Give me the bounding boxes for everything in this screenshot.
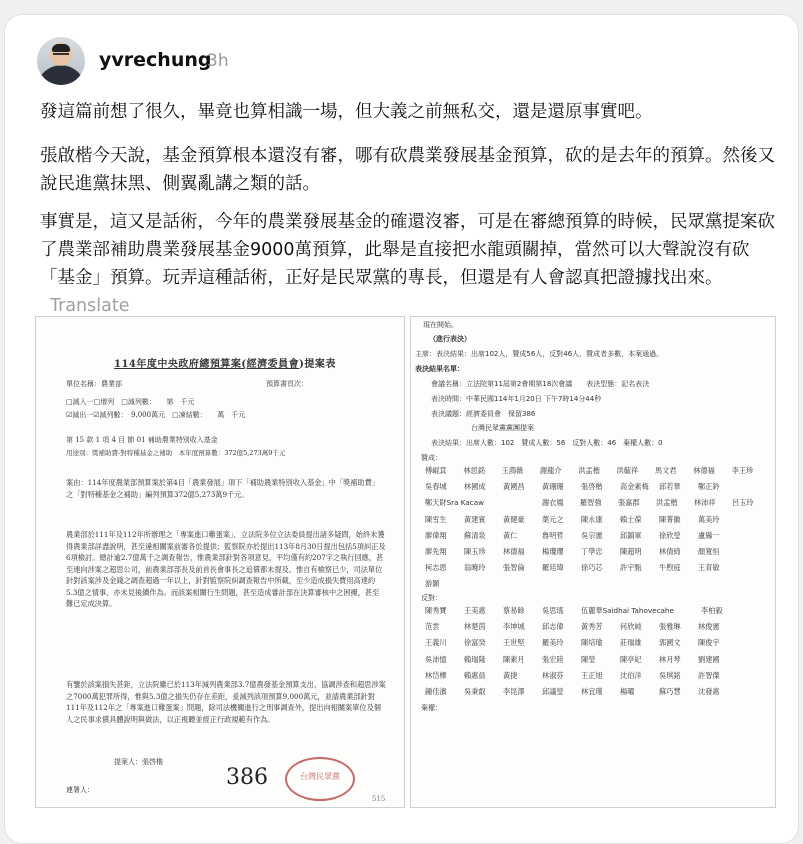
legislator-name: 張宏陸 <box>542 654 564 664</box>
record-line-0: 現在開始。 <box>423 321 458 329</box>
attachment-image-proposal[interactable] <box>35 316 405 808</box>
post-paragraph-1: 發這篇前想了很久，畢竟也算相識一場，但大義之前無私交，還是還原事實吧。 <box>40 102 653 122</box>
legislator-name: 翁曉玲 <box>464 563 486 573</box>
legislator-name: 黃捷 <box>503 670 518 680</box>
proposer-label: 提案人：張啓楷 <box>114 758 163 766</box>
legislator-name: 林楚茵 <box>464 622 486 632</box>
name-row <box>425 495 770 511</box>
record-line-2: 主席：表決結果：出席102人，贊成56人，反對46人，贊成者多數，本案通過。 <box>415 350 664 358</box>
legislator-name: 陳雪生 <box>425 514 447 524</box>
legislator-name: 沈伯洋 <box>620 670 642 680</box>
legislator-name: 徐巧芯 <box>581 563 603 573</box>
legislator-name: 張啓楷 <box>581 482 603 492</box>
oppose-names <box>425 603 770 700</box>
legislator-name: 羅智強 <box>579 498 602 508</box>
legislator-name: 徐富癸 <box>464 638 486 648</box>
legislator-name: 陳菁徽 <box>659 514 681 524</box>
legislator-name: 吳秉叡 <box>464 687 486 697</box>
legislator-name: 許宇甄 <box>620 563 642 573</box>
legislator-name: 林思銘 <box>463 466 485 476</box>
name-row <box>425 560 770 576</box>
legislator-name: 顏寬恒 <box>698 547 720 557</box>
proposal-title-suffix: )提案表 <box>299 359 336 370</box>
legislator-name: 莊瑞雄 <box>620 638 642 648</box>
legislator-name: 林倩綺 <box>659 547 681 557</box>
record-line-3: 表決結果名單： <box>415 365 464 373</box>
legislator-name: 游顥 <box>425 579 440 589</box>
unit-label: 單位名稱：農業部 <box>66 380 122 388</box>
legislator-name: 洪孟楷 <box>656 498 678 508</box>
legislator-name: 張智倫 <box>503 563 525 573</box>
legislator-name: 馬文君 <box>654 466 677 476</box>
cut-line: ☑減出一☑減列數： 9,000萬元 □凍結數： 萬 千元 <box>66 411 246 419</box>
legislator-name: 王鴻薇 <box>501 466 524 476</box>
avatar[interactable] <box>37 37 85 85</box>
name-row <box>425 603 770 619</box>
post-paragraph-3-text: 事實是，這又是話術，今年的農業發展基金的確還沒審，可是在審總預算的時候，民眾黨提案砍了農業部補助農業發展基金9000萬預算，此舉是直接把水龍頭關掉，當然可以大聲說沒有砍「基金」預算。玩弄這種話術，正好是民眾黨的專長，但還是有人會認真把證據找出來。 <box>40 212 775 288</box>
record-line-8: 表決結果：出席人數：102 贊成人數：56 反對人數：46 棄權人數：0 <box>431 439 663 447</box>
legislator-name: 盧縣一 <box>698 530 720 540</box>
legislator-name: 牛煦庭 <box>659 563 681 573</box>
legislator-name: 廖先翔 <box>425 547 447 557</box>
legislator-name: 范雲 <box>425 622 440 632</box>
legislator-name: 許智傑 <box>698 670 720 680</box>
legislator-name: 林德福 <box>693 466 715 476</box>
name-row <box>425 635 770 651</box>
attachment-image-vote-record[interactable] <box>410 316 776 808</box>
legislator-name: 李王珍 <box>731 466 754 476</box>
legislator-name: 吳宗憲 <box>581 530 603 540</box>
legislator-name: 林沛祥 <box>694 498 716 508</box>
legislator-name: 林德福 <box>503 547 525 557</box>
item-line-2: 用途別：獎補助費-對特種基金之補助 本年度預算數：372億5,273萬9千元 <box>66 449 286 457</box>
proposal-body-3: 有鑒於該案損失甚鉅，立法院雖已於113年減列農業部3.7億農發基金預算支出，協調涉查和超思涉案之7000萬犯罪所得，惟與5.3億之損失仍存在差距，爰減列該項預算9,000萬元，並請農業部針對111年及112年之「專案進口雞蛋案」問題，除司法機關進行之刑事調查外，提出向相關案單位及個人之民事求償具體說明與做法，以正視聽並經正行政規範有作為。 <box>66 680 386 724</box>
legislator-name: 高金素梅 <box>620 482 649 492</box>
record-line-4: 會議名稱：立法院第11屆第2會期第18次會議 表決型態：記名表決 <box>431 380 650 388</box>
legislator-name: 鄭天財Sra Kacaw <box>425 498 484 508</box>
handwritten-number: 386 <box>226 765 268 790</box>
legislator-name: 黃仁 <box>503 530 518 540</box>
legislator-name: 柯志恩 <box>425 563 447 573</box>
legislator-name: 徐欣瑩 <box>659 530 681 540</box>
legislator-name: 鍾佳濱 <box>425 687 447 697</box>
record-oppose-label: 反對： <box>421 594 442 602</box>
legislator-name: 王世堅 <box>503 638 525 648</box>
legislator-name: 林淑芬 <box>542 670 564 680</box>
legislator-name: 沈發惠 <box>698 687 720 697</box>
legislator-name: 邱志偉 <box>542 622 564 632</box>
legislator-name: 陳永康 <box>581 514 603 524</box>
record-line-1: （進行表決） <box>429 335 471 343</box>
approve-names <box>425 463 770 593</box>
legislator-name: 吳思瑤 <box>542 606 564 616</box>
name-row <box>425 619 770 635</box>
page-number: 515 <box>372 795 386 803</box>
legislator-name: 鄭正鈐 <box>698 482 720 492</box>
legislator-name: 吳琪銘 <box>659 670 681 680</box>
legislator-name: 楊瓊瓔 <box>542 547 564 557</box>
legislator-name: 謝衣鳳 <box>541 498 564 508</box>
legislator-name: 吳沛憶 <box>425 654 447 664</box>
legislator-name: 劉建國 <box>698 654 720 664</box>
legislator-name: 蘇巧慧 <box>659 687 681 697</box>
legislator-name: 陳素月 <box>503 654 525 664</box>
name-row <box>425 652 770 668</box>
legislator-name: 黃秀芳 <box>581 622 603 632</box>
legislator-name: 伍麗華Saidhai Tahovecahe <box>581 606 674 616</box>
name-row <box>425 512 770 528</box>
legislator-name: 呂玉玲 <box>732 498 754 508</box>
legislator-name: 萬美玲 <box>698 514 720 524</box>
legislator-name: 廖偉翔 <box>425 530 447 540</box>
legislator-name: 黃珊珊 <box>542 482 564 492</box>
legislator-name: 王正旭 <box>581 670 603 680</box>
page-ref-label: 預算書頁次： <box>266 380 308 388</box>
post-paragraph-3 <box>40 208 780 320</box>
legislator-name: 洪毓祥 <box>616 466 639 476</box>
record-line-5: 表決時間：中華民國114年1月20日 下午7時14分44秒 <box>431 395 602 403</box>
legislator-name: 陳俊宇 <box>698 638 720 648</box>
translate-link[interactable]: Translate <box>50 296 130 316</box>
legislator-name: 陳超明 <box>620 547 642 557</box>
legislator-name: 賴惠員 <box>464 670 486 680</box>
legislator-name: 邱鎮軍 <box>620 530 642 540</box>
legislator-name: 丁學忠 <box>581 547 603 557</box>
legislator-name: 林岱樺 <box>425 670 447 680</box>
legislator-name: 李柏毅 <box>701 606 723 616</box>
name-row <box>425 463 770 479</box>
username[interactable]: yvrechung <box>99 49 212 71</box>
legislator-name: 陳秀寶 <box>425 606 447 616</box>
legislator-name: 楊曜 <box>620 687 635 697</box>
name-row <box>425 684 770 700</box>
legislator-name: 傅崐萁 <box>425 466 447 476</box>
legislator-name: 林俊憲 <box>698 622 720 632</box>
name-row <box>425 576 770 592</box>
post-time[interactable]: 3h <box>207 51 229 71</box>
proposal-body-1: 案由：114年度農業部預算案於第4目「農業發展」項下「補助農業特別收入基金」中「獎補助費」之「對特種基金之補助」編列預算372億5,273萬9千元。 <box>66 478 379 499</box>
legislator-name: 陳培瑜 <box>581 638 603 648</box>
legislator-name: 蘇清泉 <box>464 530 486 540</box>
proposal-title-committee: 經濟委員會 <box>246 359 300 370</box>
legislator-name: 黃建賓 <box>464 514 486 524</box>
cosigner-label: 連署人： <box>66 786 94 794</box>
name-row <box>425 668 770 684</box>
legislator-name: 張嘉郡 <box>617 498 640 508</box>
record-approve-label: 贊成： <box>421 454 442 462</box>
legislator-name: 魯明哲 <box>542 530 564 540</box>
record-line-7: 台灣民眾黨黨團提案 <box>471 424 534 432</box>
item-line: 第 15 款 1 項 4 目 節 01 補助農業特別收入基金 <box>66 436 218 444</box>
legislator-name: 賴瑞隆 <box>464 654 486 664</box>
proposal-title <box>114 355 336 370</box>
legislator-name: 邱若華 <box>659 482 681 492</box>
legislator-name: 張雅琳 <box>659 622 681 632</box>
legislator-name: 林宜瑾 <box>581 687 603 697</box>
legislator-name: 黃健豪 <box>503 514 525 524</box>
proposal-body-2: 農業部於111年及112年所辦理之「專案進口雞蛋案」，立法院多位立法委員提出諸多疑問，始終未獲得農業部詳盡說明，甚至違相關案前審各於提供；監察院亦於提出113年8月30日提出包括5項糾正及6項檢討。總計逾2.7億萬千之調查報告，惟農業部針對各項意見，平均僅有約207字之執行回應，甚至連向涉案之超思公司，前農業部部長及前首長會事長之追償都未提及。惟自有檢察已少，司法單位針對該案涉及金錢之調查超過一年以上，針對監察院糾調查報告中所載，至少造成損失費用高達約5.3億之情事，亦未見後續作為。而該案相關行生問題，甚至造成審計部在決算審核中之困擾，甚至難已定成決算。 <box>66 530 386 608</box>
legislator-name: 黃國昌 <box>503 482 525 492</box>
legislator-name: 吳春城 <box>425 482 447 492</box>
legislator-name: 羅美玲 <box>542 638 564 648</box>
legislator-name: 王美惠 <box>464 606 486 616</box>
proposal-title-prefix: 114年度中央政府總預算案( <box>114 359 247 370</box>
legislator-name: 陳瑩 <box>581 654 596 664</box>
party-seal: 台灣民眾黨 <box>285 757 355 801</box>
legislator-name: 葉元之 <box>542 514 564 524</box>
legislator-name: 邱議瑩 <box>542 687 564 697</box>
legislator-name: 李坤城 <box>503 622 525 632</box>
reduce-line: □減入一□增列 □減列數： 第 千元 <box>66 398 195 406</box>
legislator-name: 陳玉珍 <box>464 547 486 557</box>
name-row <box>425 544 770 560</box>
record-line-6: 表決議題：經濟委員會 保留386 <box>431 410 536 418</box>
legislator-name: 林國成 <box>464 482 486 492</box>
legislator-name: 王育敏 <box>698 563 720 573</box>
legislator-name: 賴士葆 <box>620 514 642 524</box>
legislator-name: 李昆澤 <box>503 687 525 697</box>
name-row <box>425 479 770 495</box>
legislator-name: 王義川 <box>425 638 447 648</box>
legislator-name: 蔡易餘 <box>503 606 525 616</box>
legislator-name: 林月琴 <box>659 654 681 664</box>
legislator-name: 何欣純 <box>620 622 642 632</box>
record-abstain-label: 棄權： <box>421 704 442 712</box>
legislator-name: 洪孟楷 <box>578 466 600 476</box>
legislator-name: 謝龍介 <box>539 466 562 476</box>
legislator-name: 陳亭妃 <box>620 654 642 664</box>
name-row <box>425 528 770 544</box>
legislator-name: 郭國文 <box>659 638 681 648</box>
post-paragraph-2: 張啟楷今天說，基金預算根本還沒有審，哪有砍農業發展基金預算，砍的是去年的預算。然後又說民進黨抹黑、側翼亂講之類的話。 <box>40 146 775 194</box>
legislator-name: 羅廷瑋 <box>542 563 564 573</box>
